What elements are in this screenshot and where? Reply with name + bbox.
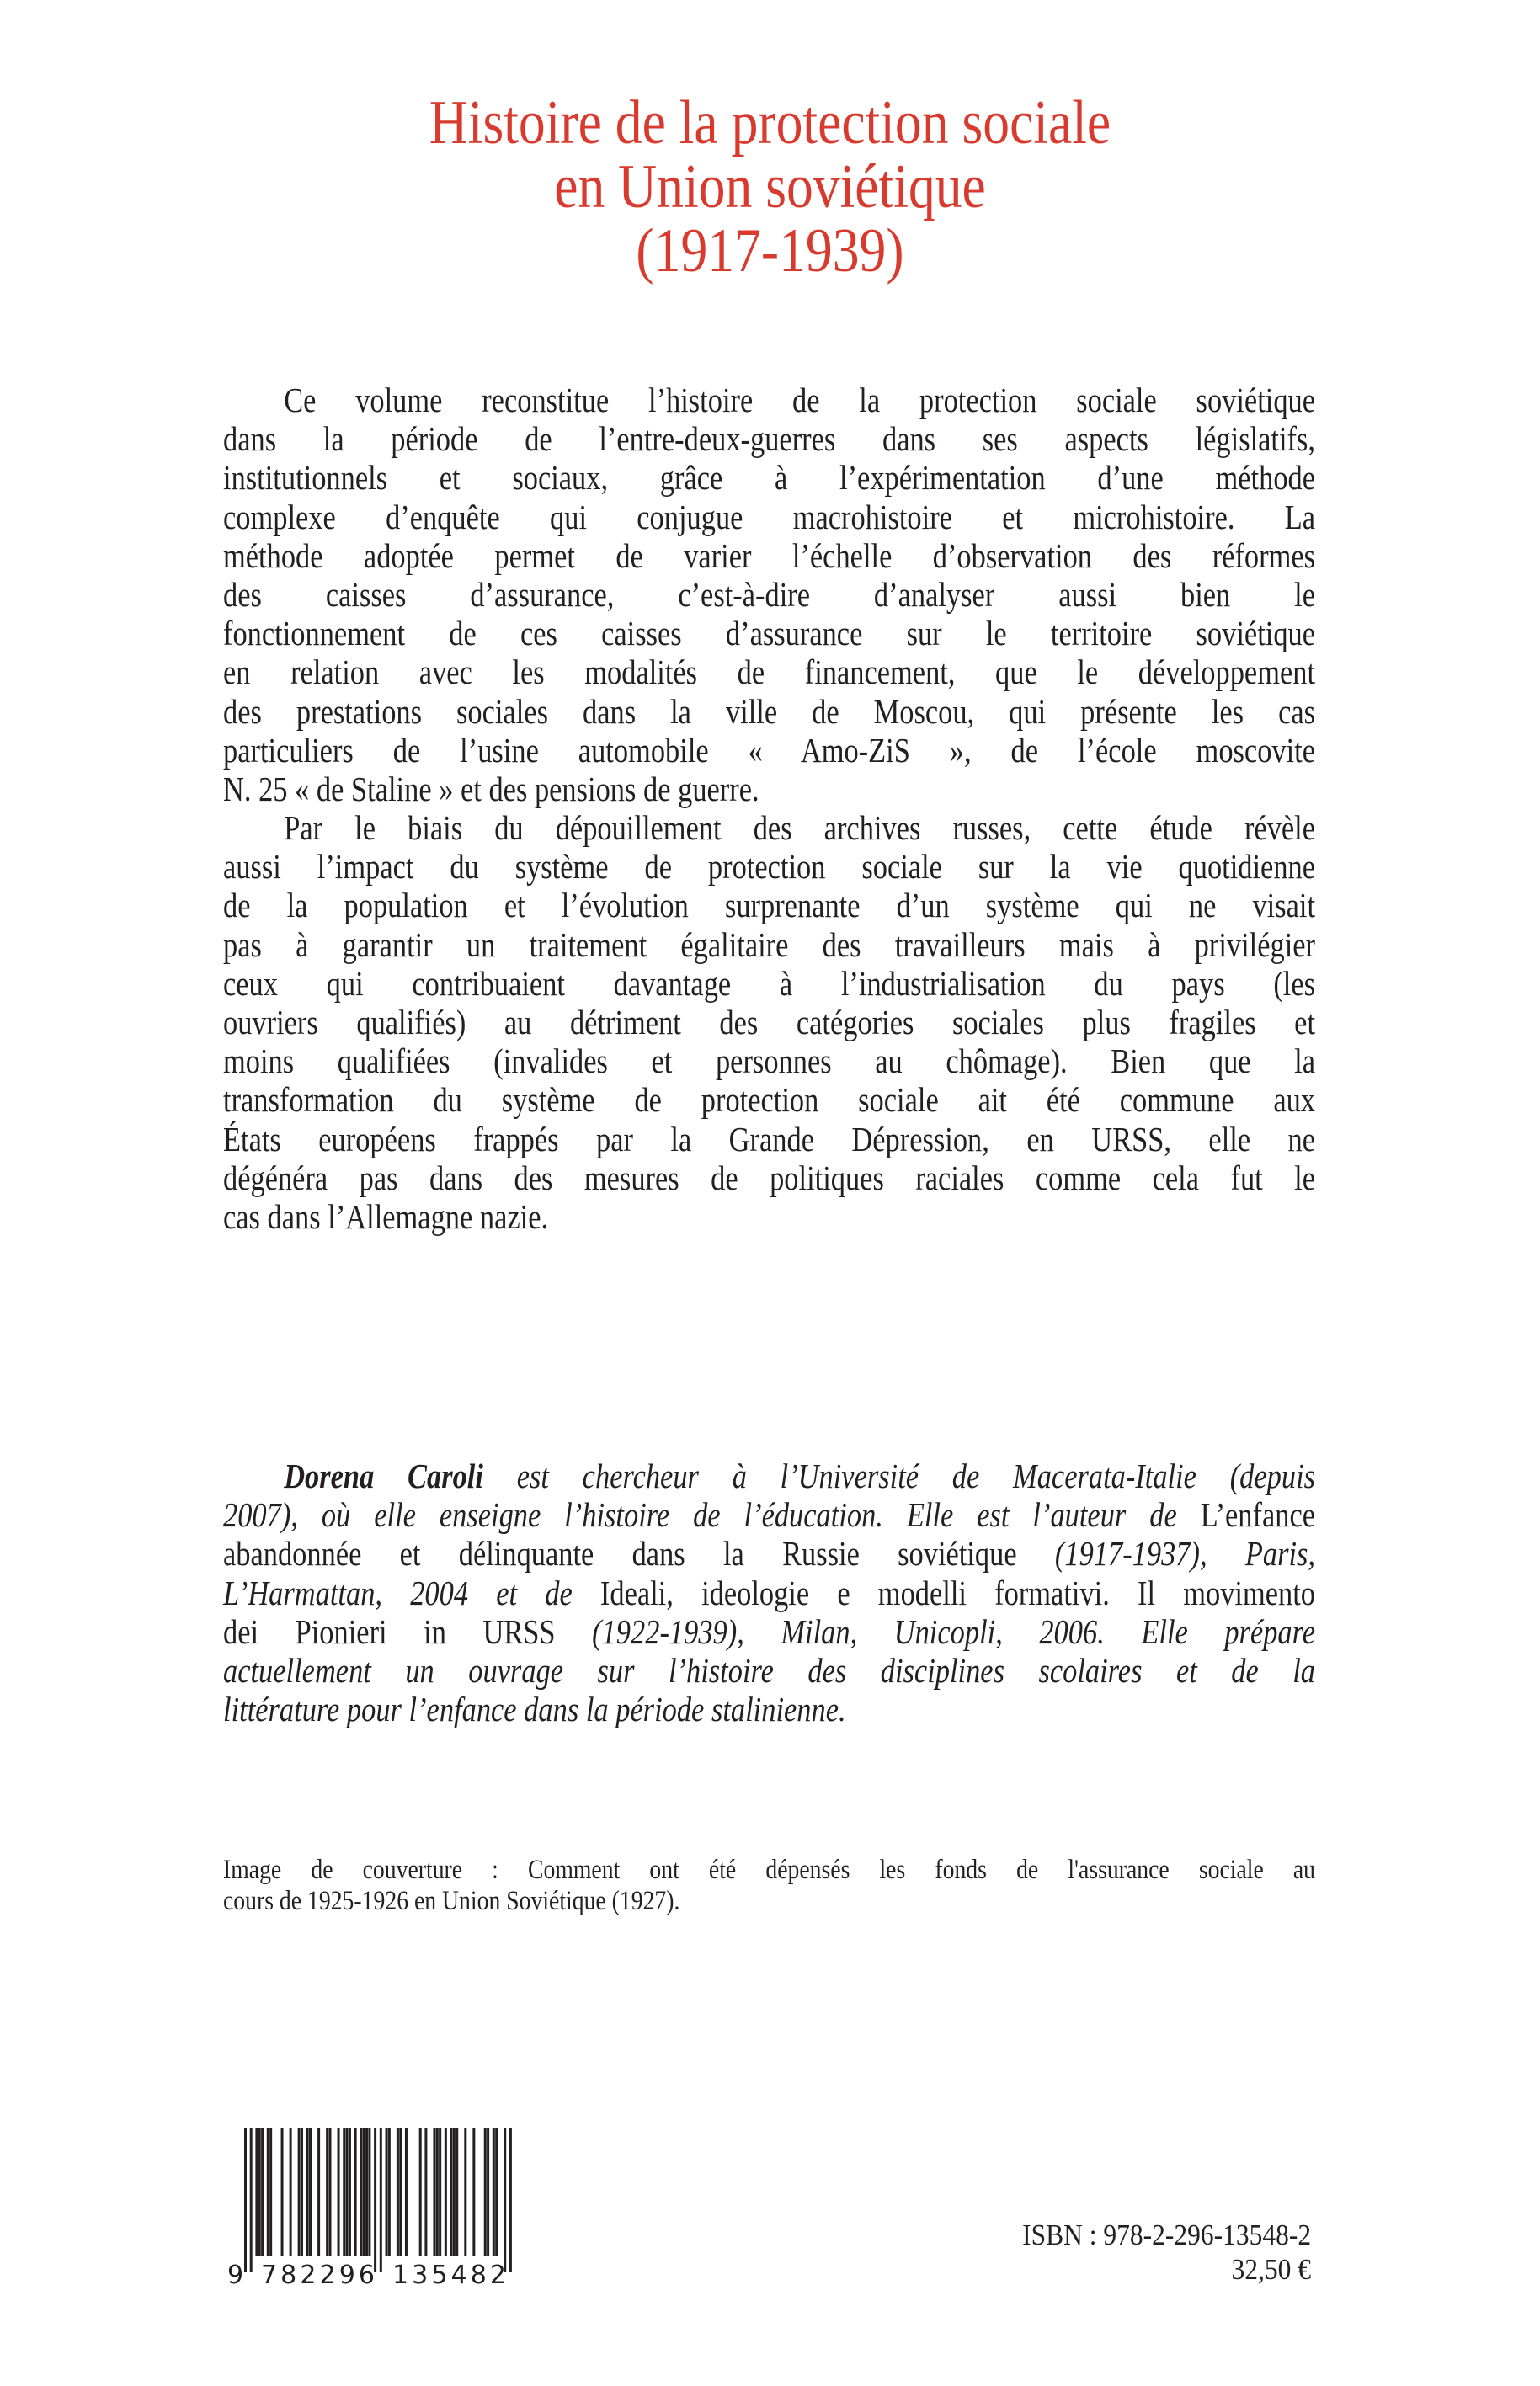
text-line: actuellement un ouvrage sur l’histoire des disciplines scolaires et de la <box>223 1650 1316 1690</box>
author-bio <box>223 1457 1315 1728</box>
book-title-ref: dei Pionieri in URSS <box>223 1611 593 1651</box>
title-line-1: Histoire de la protection sociale <box>429 88 1111 157</box>
summary <box>223 381 1315 1236</box>
isbn-number: ISBN : 978-2-296-13548-2 <box>1022 2218 1311 2251</box>
text-line: États européens frappés par la Grande Dépression, en URSS, elle ne <box>223 1119 1316 1158</box>
text-line: ceux qui contribuaient davantage à l’industrialisation du pays (les <box>223 963 1316 1003</box>
text-line: Image de couverture : Comment ont été dépensés les fonds de l'assurance sociale au <box>223 1855 1316 1885</box>
text-line: abandonnée et délinquante dans la Russie soviétique (1917-1937), Paris, <box>223 1534 1316 1574</box>
svg-text:135482: 135482 <box>392 2261 506 2287</box>
text-line: cours de 1925-1926 en Union Soviétique (1927). <box>223 1886 680 1916</box>
cover-image-caption <box>223 1855 1315 1917</box>
svg-text:9: 9 <box>227 2261 244 2287</box>
author-name: Dorena Caroli <box>284 1457 483 1495</box>
svg-text:782296: 782296 <box>261 2261 375 2287</box>
book-title <box>0 88 1540 285</box>
text-line: ouvriers qualifiés) au détriment des catégories sociales plus fragiles et <box>223 1003 1316 1041</box>
text-line: Ce volume reconstitue l’histoire de la protection sociale soviétique <box>284 381 1316 419</box>
text-line: 2007), où elle enseigne l’histoire de l’éducation. Elle est l’auteur de L’enfance <box>223 1495 1316 1535</box>
text-line: Dorena Caroli est chercheur à l’Université de Macerata-Italie (depuis <box>284 1457 1316 1495</box>
title-line-2: en Union soviétique <box>554 152 986 221</box>
text-line: dans la période de l’entre-deux-guerres dans ses aspects législatifs, <box>223 419 1316 459</box>
summary-paragraph-1 <box>223 381 1315 808</box>
book-title-ref: Ideali, ideologie e modelli formativi. Il movimento <box>599 1573 1316 1612</box>
text-line: moins qualifiées (invalides et personnes au chômage). Bien que la <box>223 1041 1316 1081</box>
isbn-barcode <box>226 2128 516 2287</box>
text-line: pas à garantir un traitement égalitaire des travailleurs mais à privilégier <box>223 924 1316 964</box>
author-bio-paragraph <box>223 1457 1315 1728</box>
text-line: L’Harmattan, 2004 et de Ideali, ideologie e modelli formativi. Il movimento <box>223 1573 1316 1612</box>
price: 32,50 € <box>1231 2253 1311 2286</box>
text-line: méthode adoptée permet de varier l’échelle d’observation des réformes <box>223 535 1316 575</box>
text-line: aussi l’impact du système de protection sociale sur la vie quotidienne <box>223 847 1316 887</box>
text-line: dei Pionieri in URSS (1922-1939), Milan, Unicopli, 2006. Elle prépare <box>223 1611 1316 1651</box>
text-line: dégénéra pas dans des mesures de politiques raciales comme cela fut le <box>223 1158 1316 1197</box>
text-line: des prestations sociales dans la ville de Moscou, qui présente les cas <box>223 691 1316 731</box>
text-line: cas dans l’Allemagne nazie. <box>223 1196 549 1236</box>
text-line: fonctionnement de ces caisses d’assurance sur le territoire soviétique <box>223 614 1316 653</box>
text-line: transformation du système de protection sociale ait été commune aux <box>223 1080 1316 1120</box>
text-line: des caisses d’assurance, c’est-à-dire d’analyser aussi bien le <box>223 574 1316 614</box>
book-title-ref: L’enfance <box>1200 1495 1316 1535</box>
text-line: particuliers de l’usine automobile « Amo-ZiS », de l’école moscovite <box>223 730 1316 770</box>
text-line: Par le biais du dépouillement des archives russes, cette étude révèle <box>284 808 1316 848</box>
text-line: en relation avec les modalités de financement, que le développement <box>223 652 1316 692</box>
text-line: N. 25 « de Staline » et des pensions de guerre. <box>223 769 759 808</box>
text-line: institutionnels et sociaux, grâce à l’expérimentation d’une méthode <box>223 458 1316 498</box>
summary-paragraph-2 <box>223 808 1315 1236</box>
text-line: de la population et l’évolution surprenante d’un système qui ne visait <box>223 886 1316 925</box>
text-line: complexe d’enquête qui conjugue macrohistoire et microhistoire. La <box>223 497 1316 536</box>
text-line: littérature pour l’enfance dans la période stalinienne. <box>223 1690 846 1729</box>
book-title-ref: abandonnée et délinquante dans la Russie soviétique <box>223 1534 1055 1574</box>
title-line-3: (1917-1939) <box>636 216 904 285</box>
